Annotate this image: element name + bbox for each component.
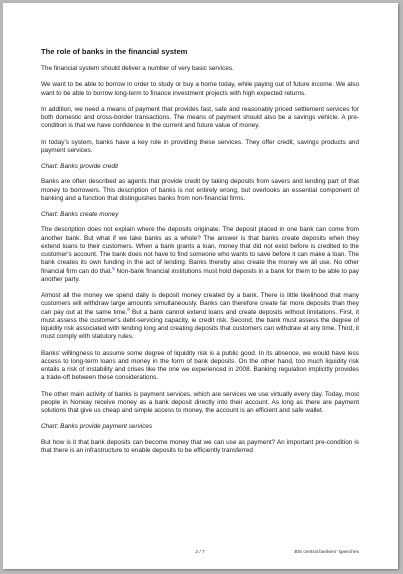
page-footer (41, 550, 359, 558)
paragraph: In today's system, banks have a key role in providing these services. They offer credit, savings products and payment services. (41, 138, 359, 154)
section-heading: The role of banks in the financial system (41, 47, 188, 56)
chart-caption: Chart: Banks create money (41, 211, 119, 218)
paragraph-text: But a bank cannot extend loans and create deposits without limitations. First, it must assess the customer's debt-servicing capacity, ie credit risk. Second, the bank must assess the degree of liquidity risk associated with lending long and creating deposits that customers can withdraw at any time. Third, it must comply with statutory rules. (41, 308, 359, 341)
paragraph: The other main activity of banks is payment services, which are services we use virtually every day. Today, most people in Norway receive money as a bank deposit directly into their account. As long as there are payment solutions that give us cheap and simple access to money, the account is an efficient and safe wallet. (41, 390, 359, 414)
page-content (41, 47, 359, 463)
document-page (3, 3, 398, 569)
footnote-link[interactable]: 6 (127, 306, 130, 312)
page-number: 2 / 7 (195, 550, 205, 555)
paragraph (41, 226, 359, 284)
paragraph-text: Non-bank financial institutions must hold deposits in a bank for them to be able to pay another party. (41, 267, 359, 283)
paragraph: Banks' willingness to assume some degree of liquidity risk is a public good. In its absence, we would have less access to long-term loans and money in the form of bank deposits. On the other hand, too much liquidity risk entails a risk of instability and crises like the one we experienced in 2008. Banking regulation implicitly provides a trade-off between these considerations. (41, 349, 359, 382)
paragraph-text: Almost all the money we spend daily is deposit money created by a bank. There is little likelihood that many customers will withdraw large amounts simultaneously. Banks can therefore create far more deposits than they can pay out at the same time. (41, 292, 359, 316)
paragraph: The financial system should deliver a number of very basic services. (41, 65, 234, 72)
chart-caption: Chart: Banks provide credit (41, 163, 119, 170)
footnote-link[interactable]: 5 (112, 265, 115, 271)
paragraph (41, 292, 359, 342)
paragraph-text: The description does not explain where the deposits originate. The deposit placed in one bank can come from another bank. But what if we take banks as a whole? The answer is that banks create deposits when they extend loans to their customers. When a bank grants a loan, money that did not exist before is credited to the customer's account. The bank does not have to find someone who wants to save before it can make a loan. The bank creates its own funding in the act of lending. Banks thereby also create the money we all use. No other financial firm can do that. (41, 226, 359, 275)
chart-caption: Chart: Banks provide payment services (41, 423, 153, 431)
paragraph: We want to be able to borrow in order to study or buy a home today, while paying out of future income. We also want to be able to borrow long-term to finance investment projects with high expected returns. (41, 81, 359, 97)
footer-source: BIS central bankers' speeches (294, 550, 359, 555)
paragraph: In addition, we need a means of payment that provides fast, safe and reasonably priced settlement services for both domestic and cross-border transactions. The means of payment should also be a savings vehicle. A pre-condition is that we have confidence in the current and future value of money. (41, 105, 359, 130)
paragraph: Banks are often described as agents that provide credit by taking deposits from savers and lending part of that money to borrowers. This description of banks is not entirely wrong, but overlooks an essential component of banking and a function that distinguishes banks from non-financial firms. (41, 178, 359, 202)
paragraph: But how is it that bank deposits can become money that we can use as payment? An important pre-condition is that there is an infrastructure to enable deposits to be efficiently transferred (41, 438, 359, 454)
